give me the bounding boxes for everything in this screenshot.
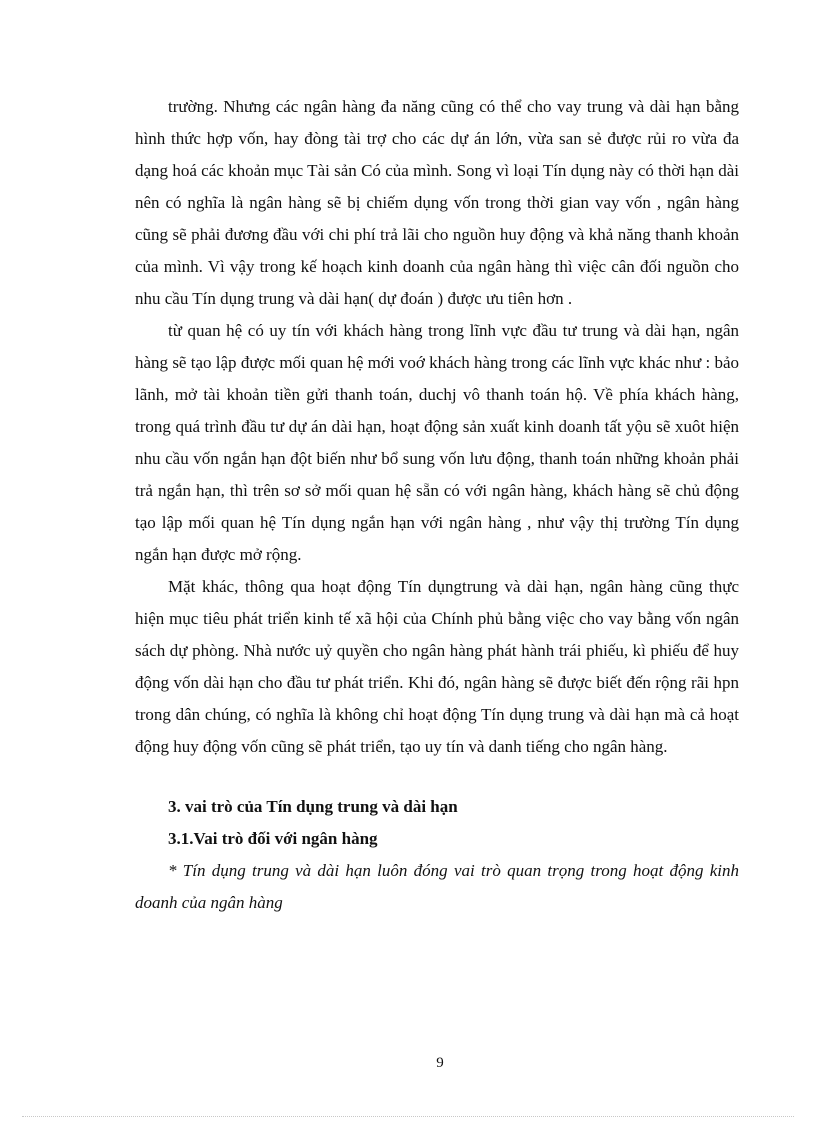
- page-number: 9: [436, 1055, 444, 1071]
- paragraph-2: từ quan hệ có uy tín với khách hàng trong lĩnh vực đầu tư trung và dài hạn, ngân hàng sẽ tạo lập được mối quan hệ mới voớ khách hàng trong các lĩnh vực khác như : bảo lãnh, mở tài khoản tiền gửi thanh toán, duchj vô thanh toán hộ. Về phía khách hàng, trong quá trình đầu tư dự án dài hạn, hoạt động sản xuất kinh doanh tất yộu sẽ xuôt hiện nhu cầu vốn ngắn hạn đột biến như bổ sung vốn lưu động, thanh toán những khoản phải trả ngắn hạn, thì trên sơ sở mối quan hệ sẵn có với ngân hàng, khách hàng sẽ chủ động tạo lập mối quan hệ Tín dụng ngắn hạn với ngân hàng , như vậy thị trường Tín dụng ngắn hạn được mở rộng.: [135, 321, 739, 564]
- subsection-heading: 3.1.Vai trò đối với ngân hàng: [168, 829, 378, 848]
- page-body: [135, 91, 739, 919]
- italic-note: * Tín dụng trung và dài hạn luôn đóng vai trò quan trọng trong hoạt động kinh doanh của ngân hàng: [135, 861, 739, 912]
- section-heading: 3. vai trò của Tín dụng trung và dài hạn: [168, 797, 458, 816]
- footer-divider: [22, 1116, 794, 1117]
- paragraph-1: trường. Nhưng các ngân hàng đa năng cũng có thể cho vay trung và dài hạn bằng hình thức hợp vốn, hay đòng tài trợ cho các dự án lớn, vừa san sẻ được rủi ro vừa đa dạng hoá các khoản mục Tài sản Có của mình. Song vì loại Tín dụng này có thời hạn dài nên có nghĩa là ngân hàng sẽ bị chiếm dụng vốn trong thời gian vay vốn , ngân hàng cũng sẽ phải đương đầu với chi phí trả lãi cho nguồn huy động và khả năng thanh khoản của mình. Vì vậy trong kế hoạch kinh doanh của ngân hàng thì việc cân đối nguồn cho nhu cầu Tín dụng trung và dài hạn( dự đoán ) được ưu tiên hơn .: [135, 97, 739, 308]
- paragraph-3: Mặt khác, thông qua hoạt động Tín dụngtrung và dài hạn, ngân hàng cũng thực hiện mục tiêu phát triển kinh tế xã hội của Chính phủ bằng việc cho vay bằng vốn ngân sách dự phòng. Nhà nước uỷ quyền cho ngân hàng phát hành trái phiếu, kì phiếu để huy động vốn dài hạn cho đầu tư phát triển. Khi đó, ngân hàng sẽ được biết đến rộng rãi hpn trong dân chúng, có nghĩa là không chỉ hoạt động Tín dụng trung và dài hạn mà cả hoạt động huy động vốn cũng sẽ phát triển, tạo uy tín và danh tiếng cho ngân hàng.: [135, 577, 739, 756]
